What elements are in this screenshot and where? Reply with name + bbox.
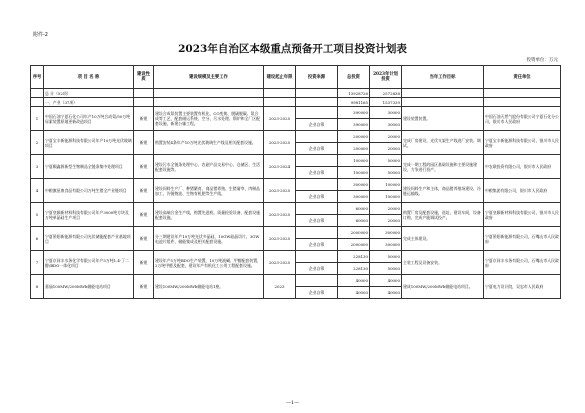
project-name: 嘉庙100MW/200MWh储能电站项目 (44, 275, 134, 299)
project-nature: 新建 (134, 251, 154, 275)
table-row (31, 251, 561, 263)
header-cell: 责任单位 (484, 66, 561, 89)
row-number: 8 (31, 275, 44, 299)
project-scale: 建设饲料生产厂、种猪繁育、商品猪养殖、生猪屠宰、肉制品加工、冷链物流、生物有机肥等生产线。 (154, 179, 264, 203)
project-nature: 新建 (134, 227, 154, 251)
plan-investment: 50000 (370, 251, 402, 263)
responsible-unit: 宁夏景阳新能源有限公司，石嘴山市人民政府 (484, 227, 561, 251)
plan-investment: 50000 (370, 167, 402, 179)
total-investment: 228130 (338, 251, 370, 263)
page-title: 2023年自治区本级重点预备开工项目投资计划表 (178, 43, 407, 55)
total-investment: 300000 (338, 191, 370, 203)
project-nature: 新建 (134, 179, 154, 203)
annual-goal: 购置厂房及配套设施，选址，建设车间，设备订购，完成产能调试投产。 (402, 203, 484, 227)
responsible-unit: 中国石油天然气股份有限公司宁夏石化分公司，银川市人民政府 (484, 107, 561, 131)
header-cell: 投资来源 (296, 66, 338, 89)
investment-table (30, 65, 561, 299)
annual-goal: 完成主体建设。 (402, 227, 484, 251)
total-investment: 390000 (338, 107, 370, 119)
row-number: 4 (31, 179, 44, 203)
project-scale: 分三期建设年产10万吨光伏多晶硅、10GW硅晶切片，3GW电池片组件、储能集成及相关配套设施。 (154, 227, 264, 251)
plan-investment: 20000 (370, 143, 402, 155)
project-nature: 新建 (134, 107, 154, 131)
total-investment: 300000 (338, 179, 370, 191)
header-cell: 当年工作目标 (402, 66, 484, 89)
plan-investment: 30000 (370, 107, 402, 119)
project-years: 2023 (264, 275, 296, 299)
responsible-unit: 宁夏宝丰新能源科技有限公司，银川市人民政府 (484, 131, 561, 155)
project-years: 2023-2025 (264, 251, 296, 275)
total-investment: 390000 (338, 119, 370, 131)
plan-investment: 30000 (370, 119, 402, 131)
project-years: 2023-2025 (264, 131, 296, 155)
plan-investment: 20000 (370, 131, 402, 143)
category-investment: 9981165 (338, 98, 370, 107)
header-cell: 序号 (31, 66, 44, 89)
annual-goal: 主装工程及设备安装。 (402, 251, 484, 275)
plan-investment: 40000 (370, 287, 402, 299)
project-years: 2023-2025 (264, 179, 296, 203)
responsible-unit: 宁夏电力设计院，吴忠市人民政府 (484, 275, 561, 299)
table-row (31, 155, 561, 167)
project-nature: 新建 (134, 275, 154, 299)
plan-investment: 100000 (370, 191, 402, 203)
project-scale: 建设污水全链条处理中心、农副产品交易中心、仓储区、生活配套设施等。 (154, 155, 264, 179)
funding-source (296, 155, 338, 167)
plan-investment: 20000 (370, 215, 402, 227)
header-cell: 项 目 名 称 (44, 66, 134, 89)
table-row (31, 203, 561, 215)
funding-source (296, 227, 338, 239)
project-name: 宁夏皇颐新材料科技有限公司年产3000吨方块及万吨单晶硅生产项目 (44, 203, 134, 227)
plan-investment: 300000 (370, 239, 402, 251)
total-investment: 2000000 (338, 227, 370, 239)
plan-investment: 40000 (370, 275, 402, 287)
project-name: 宁夏京同丰水务化学有限公司年产5万吨1,4-丁二醇/BDO一体化项目 (44, 251, 134, 275)
page-number: —1— (285, 400, 300, 406)
funding-source: 企业自筹 (296, 215, 338, 227)
project-name: 宁夏景阳新能源有限公司光伏储能配套产业基地项目 (44, 227, 134, 251)
row-number: 7 (31, 251, 44, 275)
total-investment: 13928726 (338, 89, 370, 98)
project-scale: 购置安装4条年产10万吨光伏玻璃生产线及相关配套设施。 (154, 131, 264, 155)
total-investment: 228130 (338, 263, 370, 275)
project-scale: 建设高端合金生产线，购置先进机，质量检验设备，配套设施配套设施。 (154, 203, 264, 227)
total-investment: 200000 (338, 143, 370, 155)
funding-source (296, 179, 338, 191)
responsible-unit: 中农联投资有限公司，银川市人民政府 (484, 155, 561, 179)
annual-goal: 建设装置装置。 (402, 107, 484, 131)
category-plan: 1537339 (370, 98, 402, 107)
category-row (31, 98, 561, 107)
total-investment: 60000 (338, 203, 370, 215)
header-cell: 建设规模及主要工作 (154, 66, 264, 89)
plan-investment: 300000 (370, 227, 402, 239)
table-row (31, 131, 561, 143)
header-cell: 2023年计划投资 (370, 66, 402, 89)
total-row (31, 89, 561, 98)
project-name: 宁夏顺鑫源新型生物制品全链条集中处理项目 (44, 155, 134, 179)
funding-source (296, 203, 338, 215)
project-years: 2023-2025 (264, 203, 296, 227)
project-name: 宁夏宝丰新能源科技有限公司年产10万吨光伏玻璃项目 (44, 131, 134, 155)
project-nature: 新建 (134, 203, 154, 227)
row-number: 2 (31, 131, 44, 155)
project-nature: 新建 (134, 155, 154, 179)
table-row (31, 107, 561, 119)
funding-source (296, 275, 338, 287)
annual-goal: 建设饲料生产和主体，商品猪养殖场建设、冷链运输线。 (402, 179, 484, 203)
funding-source: 企业自筹 (296, 287, 338, 299)
row-number: 3 (31, 155, 44, 179)
total-label: 总 计（52项） (44, 89, 134, 98)
funding-source: 企业自筹 (296, 143, 338, 155)
header-cell: 建设性质 (134, 66, 154, 89)
project-nature: 新建 (134, 131, 154, 155)
table-header-row (31, 66, 561, 89)
funding-source: 企业自筹 (296, 119, 338, 131)
total-investment: 200000 (338, 131, 370, 143)
total-investment: 40000 (338, 287, 370, 299)
funding-source: 企业自筹 (296, 191, 338, 203)
table-row (31, 179, 561, 191)
total-investment: 100000 (338, 155, 370, 167)
unit-label: 投资单位：万元 (526, 58, 558, 63)
annual-goal: 完成厂房建设，光伏支架生产线进厂安装、调试。 (402, 131, 484, 155)
funding-source (296, 251, 338, 263)
plan-investment: 50000 (370, 263, 402, 275)
total-investment: 2000000 (338, 239, 370, 251)
funding-source: 企业自筹 (296, 263, 338, 275)
plan-investment: 50000 (370, 155, 402, 167)
project-name: 中国石油宁夏石化公司年产10万吨合成氨/50万吨尿素装置原地更新改造项目 (44, 107, 134, 131)
category-label: 一、产业（37项） (44, 98, 134, 107)
attachment-label: 附件-2 (33, 32, 48, 38)
total-investment: 40000 (338, 275, 370, 287)
responsible-unit: 中粮集团有限公司，银川市人民政府 (484, 179, 561, 203)
funding-source (296, 131, 338, 143)
funding-source (296, 107, 338, 119)
header-cell: 总投资 (338, 66, 370, 89)
funding-source: 企业自筹 (296, 239, 338, 251)
project-name: 中粮旗星康食品有限公司万吨生猪全产业链项目 (44, 179, 134, 203)
project-years: 2023-2025 (264, 227, 296, 251)
annual-goal: 完成一期工程的园区基础设施和主要设施建设，力争进行投产。 (402, 155, 484, 179)
table-row (31, 227, 561, 239)
project-scale: 建设合成氨装置主要装置有机化、CO变换、脱硫脱碳、氨合成等工艺，配套储运系统、空分、污水处理、锅炉和全厂区配套设施，新建公辅工程。 (154, 107, 264, 131)
header-cell: 建设起止年限 (264, 66, 296, 89)
project-years: 2023-2025 (264, 107, 296, 131)
row-number: 6 (31, 227, 44, 251)
plan-investment: 20000 (370, 203, 402, 215)
row-number: 1 (31, 107, 44, 131)
table-row (31, 275, 561, 287)
total-investment: 100000 (338, 167, 370, 179)
project-years: 2023-2024 (264, 155, 296, 179)
project-scale: 建设100MW/200MWh储能电站1座。 (154, 275, 264, 299)
responsible-unit: 宁夏皇颐新材料科技有限公司，银川市人民政府 (484, 203, 561, 227)
annual-goal: 建成100MW/200MWh储能电站项目。 (402, 275, 484, 299)
funding-source: 企业自筹 (296, 167, 338, 179)
plan-investment: 100000 (370, 179, 402, 191)
row-number: 5 (31, 203, 44, 227)
responsible-unit: 宁夏京同丰水务有限公司，石嘴山市人民政府 (484, 251, 561, 275)
total-plan: 2572838 (370, 89, 402, 98)
project-scale: 建设年产5万吨BDO生产装置，10万吨液碱、甲醇配套装置，2万吨甲醛及配套，建设年产有机化工公用工程配套设施。 (154, 251, 264, 275)
total-investment: 60000 (338, 215, 370, 227)
